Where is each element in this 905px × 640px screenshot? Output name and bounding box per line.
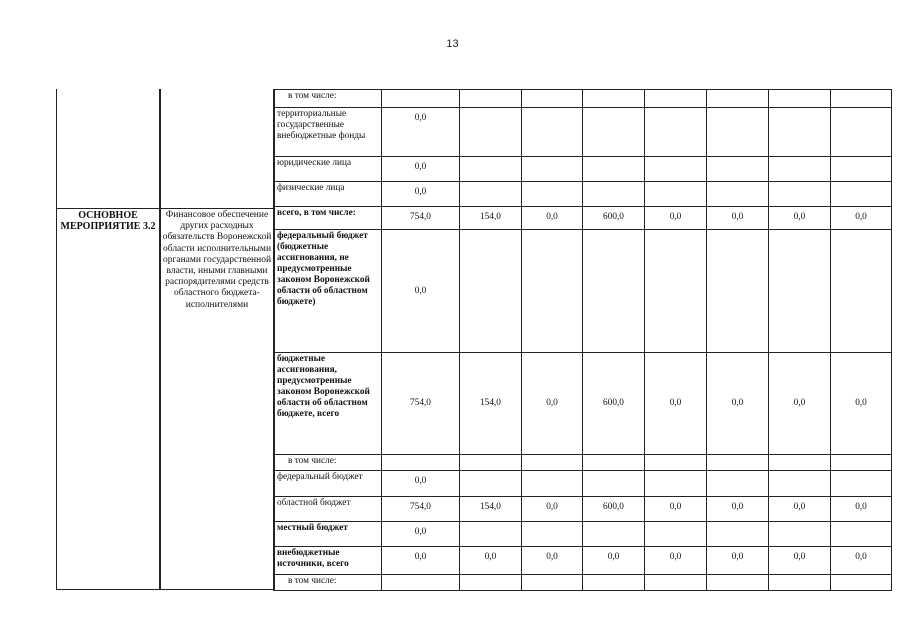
row-label: всего, в том числе: [274, 207, 382, 230]
value-cell: 154,0 [460, 497, 522, 522]
value-cell [645, 455, 707, 471]
value-cell [707, 108, 769, 157]
value-cell [460, 471, 522, 497]
value-cell: 0,0 [707, 497, 769, 522]
table-row [274, 90, 892, 108]
value-cell [645, 471, 707, 497]
value-cell [460, 90, 522, 108]
value-cell [707, 182, 769, 207]
value-cell [583, 575, 645, 591]
value-cell [583, 90, 645, 108]
value-cell: 0,0 [707, 547, 769, 575]
value-cell [522, 230, 583, 353]
table-row [274, 547, 892, 575]
value-cell: 0,0 [831, 547, 892, 575]
table-row [274, 522, 892, 547]
value-cell: 0,0 [769, 547, 831, 575]
value-cell [583, 230, 645, 353]
value-cell: 0,0 [522, 353, 583, 455]
value-cell: 0,0 [831, 207, 892, 230]
table-row [274, 207, 892, 230]
value-cell: 0,0 [382, 182, 460, 207]
value-cell [645, 522, 707, 547]
value-cell [382, 90, 460, 108]
row-label: в том числе: [274, 90, 382, 108]
value-cell [522, 108, 583, 157]
value-cell [831, 108, 892, 157]
value-cell [382, 455, 460, 471]
value-cell [769, 575, 831, 591]
value-cell: 0,0 [645, 497, 707, 522]
value-cell [769, 90, 831, 108]
value-cell [460, 575, 522, 591]
row-label: юридические лица [274, 157, 382, 182]
event-title: ОСНОВНОЕ МЕРОПРИЯТИЕ 3.2 [60, 210, 156, 232]
value-cell: 0,0 [769, 207, 831, 230]
value-cell [645, 182, 707, 207]
value-cell [645, 230, 707, 353]
value-cell: 600,0 [583, 207, 645, 230]
value-cell [707, 575, 769, 591]
value-cell [831, 182, 892, 207]
row-label: федеральный бюджет [274, 471, 382, 497]
value-cell: 0,0 [382, 230, 460, 353]
value-cell: 154,0 [460, 353, 522, 455]
value-cell [460, 108, 522, 157]
value-cell [831, 230, 892, 353]
value-cell: 0,0 [645, 353, 707, 455]
value-cell [460, 522, 522, 547]
value-cell [769, 522, 831, 547]
value-cell: 0,0 [769, 353, 831, 455]
table-row [274, 157, 892, 182]
value-cell [583, 455, 645, 471]
value-cell: 0,0 [382, 108, 460, 157]
value-cell [460, 157, 522, 182]
value-cell: 0,0 [707, 207, 769, 230]
value-cell [707, 471, 769, 497]
event-description: Финансовое обеспечение других расходных обязательств Воронежской области исполнительными органами государственной власти, иными главными распорядителями средств областного бюджета-исполнителями [162, 210, 272, 310]
value-cell [831, 471, 892, 497]
value-cell [769, 471, 831, 497]
value-cell: 754,0 [382, 207, 460, 230]
table-row [274, 471, 892, 497]
value-cell: 0,0 [522, 207, 583, 230]
row-label: территориальные государственные внебюджетные фонды [274, 108, 382, 157]
value-cell [583, 157, 645, 182]
value-cell [831, 575, 892, 591]
value-cell [583, 471, 645, 497]
value-cell: 0,0 [831, 497, 892, 522]
value-cell [522, 522, 583, 547]
value-cell [522, 455, 583, 471]
value-cell: 754,0 [382, 353, 460, 455]
left-column-description [159, 89, 275, 590]
value-cell [460, 455, 522, 471]
value-cell [707, 230, 769, 353]
value-cell [522, 157, 583, 182]
value-cell: 0,0 [460, 547, 522, 575]
left-column-event [56, 89, 161, 590]
value-cell: 600,0 [583, 353, 645, 455]
table-row [274, 455, 892, 471]
value-cell [522, 575, 583, 591]
value-cell [831, 522, 892, 547]
row-label: в том числе: [274, 575, 382, 591]
value-cell [583, 182, 645, 207]
value-cell [460, 230, 522, 353]
value-cell [769, 455, 831, 471]
value-cell: 0,0 [382, 547, 460, 575]
value-cell: 0,0 [382, 157, 460, 182]
value-cell [769, 157, 831, 182]
value-cell [645, 575, 707, 591]
row-label: внебюджетные источники, всего [274, 547, 382, 575]
row-label: областной бюджет [274, 497, 382, 522]
value-cell [769, 108, 831, 157]
table-row [274, 182, 892, 207]
value-cell: 0,0 [769, 497, 831, 522]
value-cell: 0,0 [831, 353, 892, 455]
value-cell [831, 90, 892, 108]
value-cell: 0,0 [382, 471, 460, 497]
page-number: 13 [446, 38, 459, 50]
table-row [274, 108, 892, 157]
table-row [274, 497, 892, 522]
table-row [274, 353, 892, 455]
value-cell: 0,0 [645, 547, 707, 575]
value-cell: 154,0 [460, 207, 522, 230]
row-label: в том числе: [274, 455, 382, 471]
table-row [274, 230, 892, 353]
value-cell [769, 182, 831, 207]
value-cell: 600,0 [583, 497, 645, 522]
section-divider [56, 208, 273, 209]
value-cell: 0,0 [707, 353, 769, 455]
funding-table [273, 89, 892, 591]
value-cell [583, 108, 645, 157]
row-label: федеральный бюджет (бюджетные ассигнования, не предусмотренные законом Воронежской области об областном бюджете) [274, 230, 382, 353]
row-label: физические лица [274, 182, 382, 207]
value-cell [707, 157, 769, 182]
value-cell [522, 90, 583, 108]
value-cell: 0,0 [382, 522, 460, 547]
value-cell [645, 108, 707, 157]
value-cell [707, 455, 769, 471]
value-cell [831, 157, 892, 182]
value-cell [707, 522, 769, 547]
value-cell [583, 522, 645, 547]
table-row [274, 575, 892, 591]
row-label: местный бюджет [274, 522, 382, 547]
row-label: бюджетные ассигнования, предусмотренные законом Воронежской области об областном бюджете, всего [274, 353, 382, 455]
value-cell [460, 182, 522, 207]
value-cell [769, 230, 831, 353]
value-cell [522, 182, 583, 207]
value-cell [645, 90, 707, 108]
value-cell [382, 575, 460, 591]
value-cell: 0,0 [522, 547, 583, 575]
value-cell: 0,0 [583, 547, 645, 575]
value-cell [707, 90, 769, 108]
value-cell: 0,0 [522, 497, 583, 522]
value-cell [645, 157, 707, 182]
value-cell: 0,0 [645, 207, 707, 230]
value-cell: 754,0 [382, 497, 460, 522]
value-cell [831, 455, 892, 471]
value-cell [522, 471, 583, 497]
